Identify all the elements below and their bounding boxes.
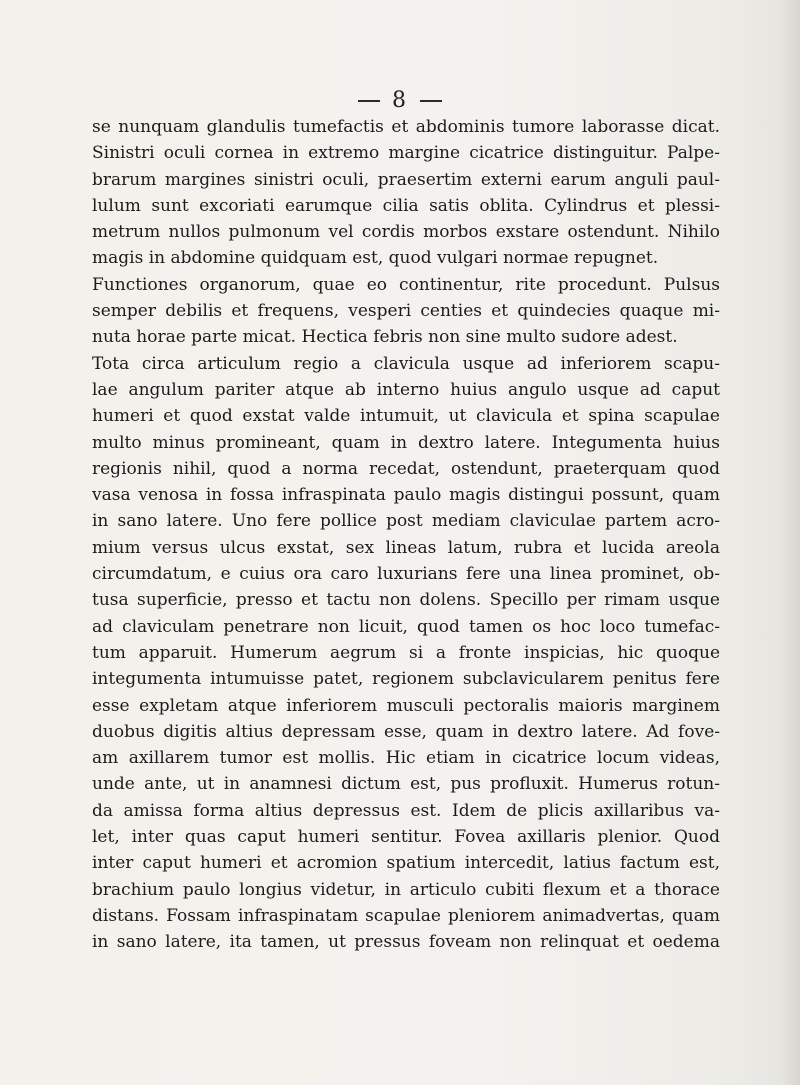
text-line: circumdatum, e cuius ora caro luxurians fere una linea prominet, ob- xyxy=(92,564,720,585)
page-edge-shadow xyxy=(782,0,800,1085)
text-line: unde ante, ut in anamnesi dictum est, pus profluxit. Humerus rotun- xyxy=(92,774,720,795)
text-line: Sinistri oculi cornea in extremo margine cicatrice distinguitur. Palpe- xyxy=(92,143,720,164)
text-line: inter caput humeri et acromion spatium intercedit, latius factum est, xyxy=(92,853,720,874)
text-line: integumenta intumuisse patet, regionem subclavicularem penitus fere xyxy=(92,669,720,690)
header-dash-right xyxy=(420,100,442,102)
text-line: tusa superficie, presso et tactu non dolens. Specillo per rimam usque xyxy=(92,590,720,611)
text-line: metrum nullos pulmonum vel cordis morbos exstare ostendunt. Nihilo xyxy=(92,222,720,243)
text-line: in sano latere, ita tamen, ut pressus foveam non relinquat et oedema xyxy=(92,932,720,953)
text-line: am axillarem tumor est mollis. Hic etiam in cicatrice locum videas, xyxy=(92,748,720,769)
text-line: mium versus ulcus exstat, sex lineas latum, rubra et lucida areola xyxy=(92,537,720,558)
text-line: let, inter quas caput humeri sentitur. Fovea axillaris plenior. Quod xyxy=(92,827,720,848)
text-line: Tota circa articulum regio a clavicula usque ad inferiorem scapu- xyxy=(92,353,720,374)
text-line: brachium paulo longius videtur, in articulo cubiti flexum et a thorace xyxy=(92,879,720,900)
text-line: nuta horae parte micat. Hectica febris non sine multo sudore adest. xyxy=(92,327,678,348)
text-line: humeri et quod exstat valde intumuit, ut clavicula et spina scapulae xyxy=(92,406,720,427)
text-line: duobus digitis altius depressam esse, quam in dextro latere. Ad fove- xyxy=(92,721,720,742)
text-line: regionis nihil, quod a norma recedat, ostendunt, praeterquam quod xyxy=(92,458,720,479)
text-line: se nunquam glandulis tumefactis et abdominis tumore laborasse dicat. xyxy=(92,117,720,137)
text-line: Functiones organorum, quae eo continentur, rite procedunt. Pulsus xyxy=(92,274,720,295)
text-line: magis in abdomine quidquam est, quod vulgari normae repugnet. xyxy=(92,248,659,269)
text-line: multo minus promineant, quam in dextro latere. Integumenta huius xyxy=(92,432,720,453)
text-line: distans. Fossam infraspinatam scapulae pleniorem animadvertas, quam xyxy=(92,905,720,926)
header-dash-left xyxy=(358,100,380,102)
text-line: vasa venosa in fossa infraspinata paulo magis distingui possunt, quam xyxy=(92,485,720,506)
page-header xyxy=(0,88,800,113)
text-line: ad claviculam penetrare non licuit, quod tamen os hoc loco tumefac- xyxy=(92,616,720,637)
text-line: lulum sunt excoriati earumque cilia satis oblita. Cylindrus et plessi- xyxy=(92,195,720,216)
text-line: lae angulum pariter atque ab interno huius angulo usque ad caput xyxy=(92,379,720,400)
text-line: da amissa forma altius depressus est. Idem de plicis axillaribus va- xyxy=(92,800,720,821)
text-line: brarum margines sinistri oculi, praesertim externi earum anguli paul- xyxy=(92,169,720,190)
text-line: semper debilis et frequens, vesperi centies et quindecies quaque mi- xyxy=(92,301,720,322)
text-line: tum apparuit. Humerum aegrum si a fronte inspicias, hic quoque xyxy=(92,642,720,663)
page-number: 8 xyxy=(392,88,408,113)
body-text xyxy=(92,114,720,956)
text-line: in sano latere. Uno fere pollice post mediam claviculae partem acro- xyxy=(92,511,720,532)
text-line: esse expletam atque inferiorem musculi pectoralis maioris marginem xyxy=(92,695,720,716)
